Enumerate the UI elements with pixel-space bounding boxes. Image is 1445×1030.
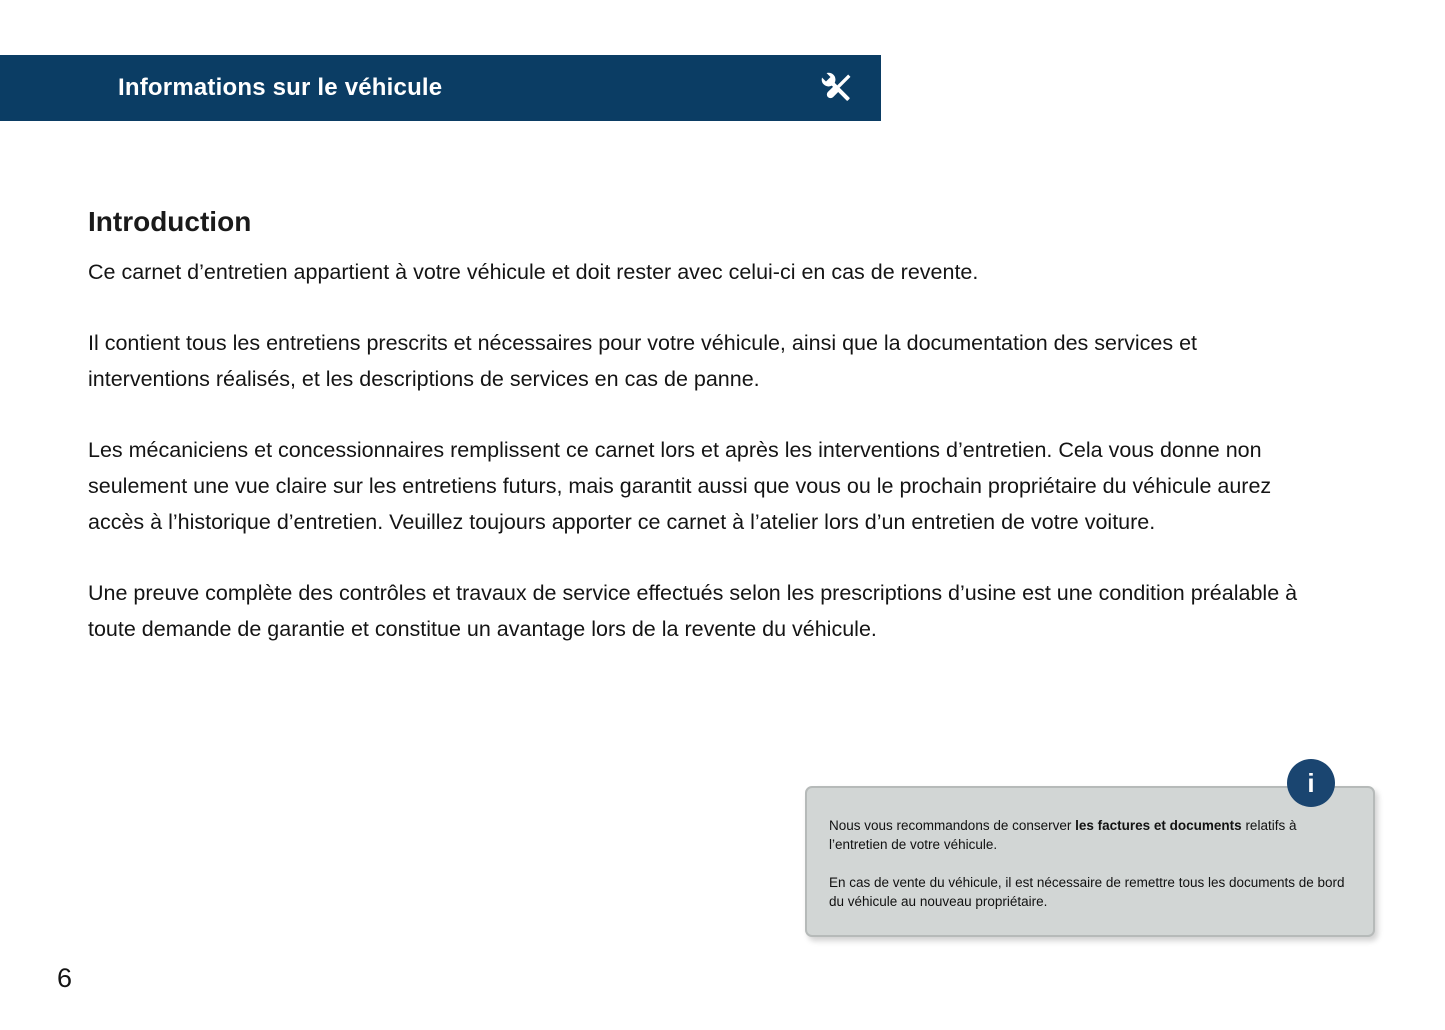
info-note-1 (829, 816, 1349, 854)
page-number: 6 (57, 963, 73, 993)
section-heading: Introduction (88, 206, 252, 237)
info-icon-letter: i (1307, 767, 1315, 798)
info-note-1-prefix: Nous vous recommandons de conserver (829, 818, 1076, 833)
paragraph-1: Ce carnet d’entretien appartient à votre véhicule et doit rester avec celui-ci en cas de revente. (88, 260, 979, 284)
tools-icon (815, 66, 859, 110)
paragraph-3: Les mécaniciens et concessionnaires remplissent ce carnet lors et après les interventions d’entretien. Cela vous donne non seulement une vue claire sur les entretiens futurs, mais garantit aussi que vous ou le prochain propriétaire du véhicule aurez accès à l’historique d’entretien. Veuillez toujours apporter ce carnet à l’atelier lors d’un entretien de votre voiture. (88, 438, 1272, 534)
info-box (805, 786, 1375, 937)
info-note-1-bold: les factures et documents (1075, 818, 1242, 833)
info-icon (1287, 759, 1335, 807)
main-content (88, 206, 1320, 682)
info-note-1-suffix: relatifs à l’entretien de votre véhicule. (829, 818, 1297, 852)
header-bar (0, 55, 881, 121)
paragraph-2: Il contient tous les entretiens prescrits et nécessaires pour votre véhicule, ainsi que la documentation des services et interventions réalisés, et les descriptions de services en cas de panne. (88, 331, 1198, 391)
info-note-2: En cas de vente du véhicule, il est nécessaire de remettre tous les documents de bord du véhicule au nouveau propriétaire. (829, 875, 1345, 909)
paragraph-4: Une preuve complète des contrôles et travaux de service effectués selon les prescriptions d’usine est une condition préalable à toute demande de garantie et constitue un avantage lors de la revente du véhicule. (88, 581, 1298, 641)
header-title: Informations sur le véhicule (118, 74, 443, 101)
